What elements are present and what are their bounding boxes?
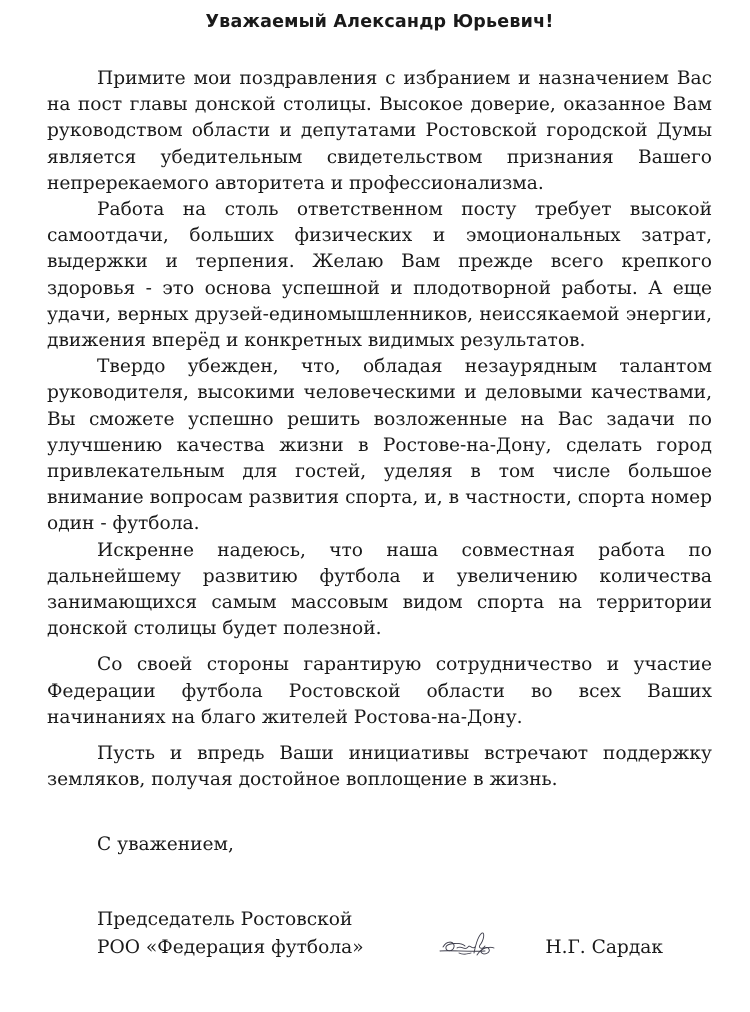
- paragraph-guarantee: Со своей стороны гарантирую сотрудничество и участие Федерации футбола Ростовской области во всех Ваших начинаниях на благо жителей Ростова-на-Дону.: [47, 654, 712, 728]
- paragraph-cooperation-hope: Искренне надеюсь, что наша совместная работа по дальнейшему развитию футбола и увеличению количества занимающихся самым массовым видом спорта на территории донской столицы будет полезной.: [47, 539, 712, 640]
- letter-salutation: Уважаемый Александр Юрьевич!: [205, 12, 554, 32]
- paragraph-final-wish: Пусть и впредь Ваши инициативы встречают поддержку земляков, получая достойное воплощение в жизнь.: [47, 743, 712, 791]
- letter-body: [47, 66, 712, 793]
- paragraph-congratulations: Примите мои поздравления с избранием и назначением Вас на пост главы донской столицы. Высокое доверие, оказанное Вам руководством области и депутатами Ростовской городской Думы является убедительным свидетельством признания Вашего непререкаемого авторитета и профессионализма.: [47, 68, 712, 194]
- letter-page: [47, 0, 712, 858]
- signatory-name: Н.Г. Сардак: [545, 937, 663, 958]
- handwritten-signature-icon: [437, 929, 499, 965]
- paragraph-wishes: Работа на столь ответственном посту требует высокой самоотдачи, больших физических и эмоциональных затрат, выдержки и терпения. Желаю Вам прежде всего крепкого здоровья - это основа успешной и плодотворной работы. А еще удачи, верных друзей-единомышленников, неиссякаемой энергии, движения вперёд и конкретных видимых результатов.: [47, 199, 712, 352]
- paragraph-confidence: Твердо убежден, что, обладая незаурядным талантом руководителя, высокими человеческими и деловыми качествами, Вы сможете успешно решить возложенные на Вас задачи по улучшению качества жизни в Ростове-на-Дону, сделать город привлекательным для гостей, уделяя в том числе большое внимание вопросам развития спорта, и, в частности, спорта номер один - футбола.: [47, 356, 712, 535]
- letter-closing: С уважением,: [97, 834, 234, 856]
- signatory-position-line2: РОО «Федерация футбола»: [97, 937, 364, 958]
- signature-block: [97, 906, 677, 962]
- signatory-position-line1: Председатель Ростовской: [97, 909, 353, 930]
